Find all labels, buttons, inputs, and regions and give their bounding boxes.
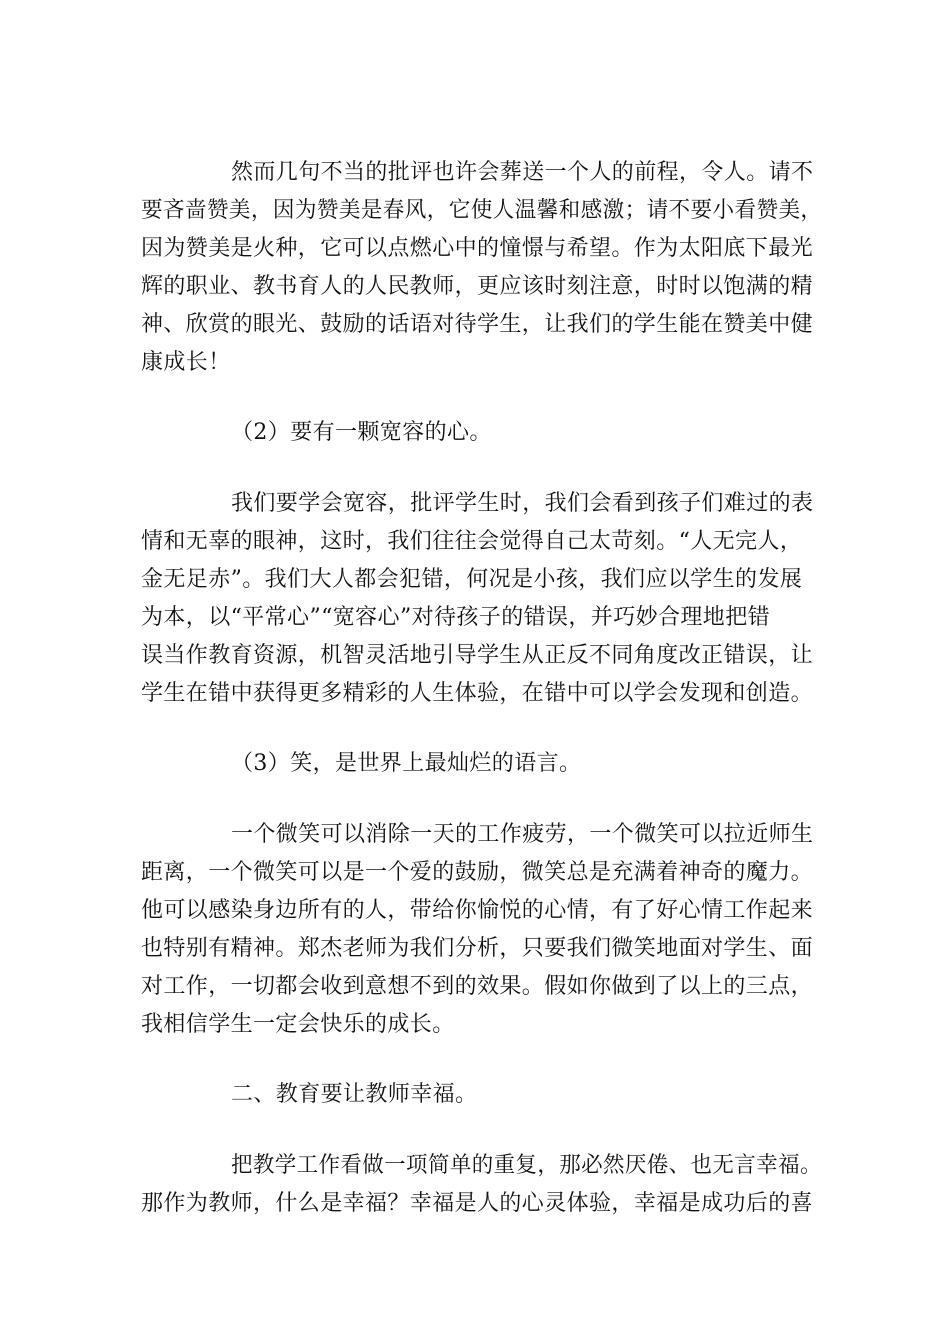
text-line: 辉的职业、教书育人的人民教师，更应该时刻注意，时时以饱满的精 <box>141 274 814 299</box>
text-line: 为本，以“平常心”“宽容心”对待孩子的错误，并巧妙合理地把错 <box>141 605 770 630</box>
text-line: 要吝啬赞美，因为赞美是春风，它使人温馨和感激；请不要小看赞美， <box>141 198 823 223</box>
text-line: 康成长！ <box>141 350 231 375</box>
text-line: 金无足赤”。我们大人都会犯错，何况是小孩，我们应以学生的发展 <box>141 567 803 592</box>
text-line: 然而几句不当的批评也许会葬送一个人的前程，令人。请不 <box>231 160 814 185</box>
section-heading: （2）要有一颗宽容的心。 <box>231 420 492 445</box>
text-line: 把教学工作看做一项简单的重复，那必然厌倦、也无言幸福。 <box>231 1153 822 1178</box>
text-line: 情和无辜的眼神，这时，我们往往会觉得自己太苛刻。“人无完人， <box>141 529 803 554</box>
text-line: 也特别有精神。郑杰老师为我们分析，只要我们微笑地面对学生、面 <box>141 936 814 961</box>
text-line: 误当作教育资源，机智灵活地引导学生从正反不同角度改正错误，让 <box>141 643 814 668</box>
text-line: 学生在错中获得更多精彩的人生体验，在错中可以学会发现和创造。 <box>141 681 814 706</box>
text-line: 我们要学会宽容，批评学生时，我们会看到孩子们难过的表 <box>231 491 814 516</box>
text-line: 因为赞美是火种，它可以点燃心中的憧憬与希望。作为太阳底下最光 <box>141 236 814 261</box>
section-heading: （3）笑，是世界上最灿烂的语言。 <box>231 751 582 776</box>
text-line: 一个微笑可以消除一天的工作疲劳，一个微笑可以拉近师生 <box>231 822 814 847</box>
text-line: 距离，一个微笑可以是一个爱的鼓励，微笑总是充满着神奇的魔力。 <box>141 860 814 885</box>
text-line: 我相信学生一定会快乐的成长。 <box>141 1012 455 1037</box>
section-heading: 二、教育要让教师幸福。 <box>231 1082 478 1107</box>
text-line: 他可以感染身边所有的人，带给你愉悦的心情，有了好心情工作起来 <box>141 898 814 923</box>
text-line: 那作为教师，什么是幸福？幸福是人的心灵体验，幸福是成功后的喜 <box>141 1191 814 1216</box>
text-line: 对工作，一切都会收到意想不到的效果。假如你做到了以上的三点， <box>141 974 814 999</box>
text-line: 神、欣赏的眼光、鼓励的话语对待学生，让我们的学生能在赞美中健 <box>141 312 814 337</box>
